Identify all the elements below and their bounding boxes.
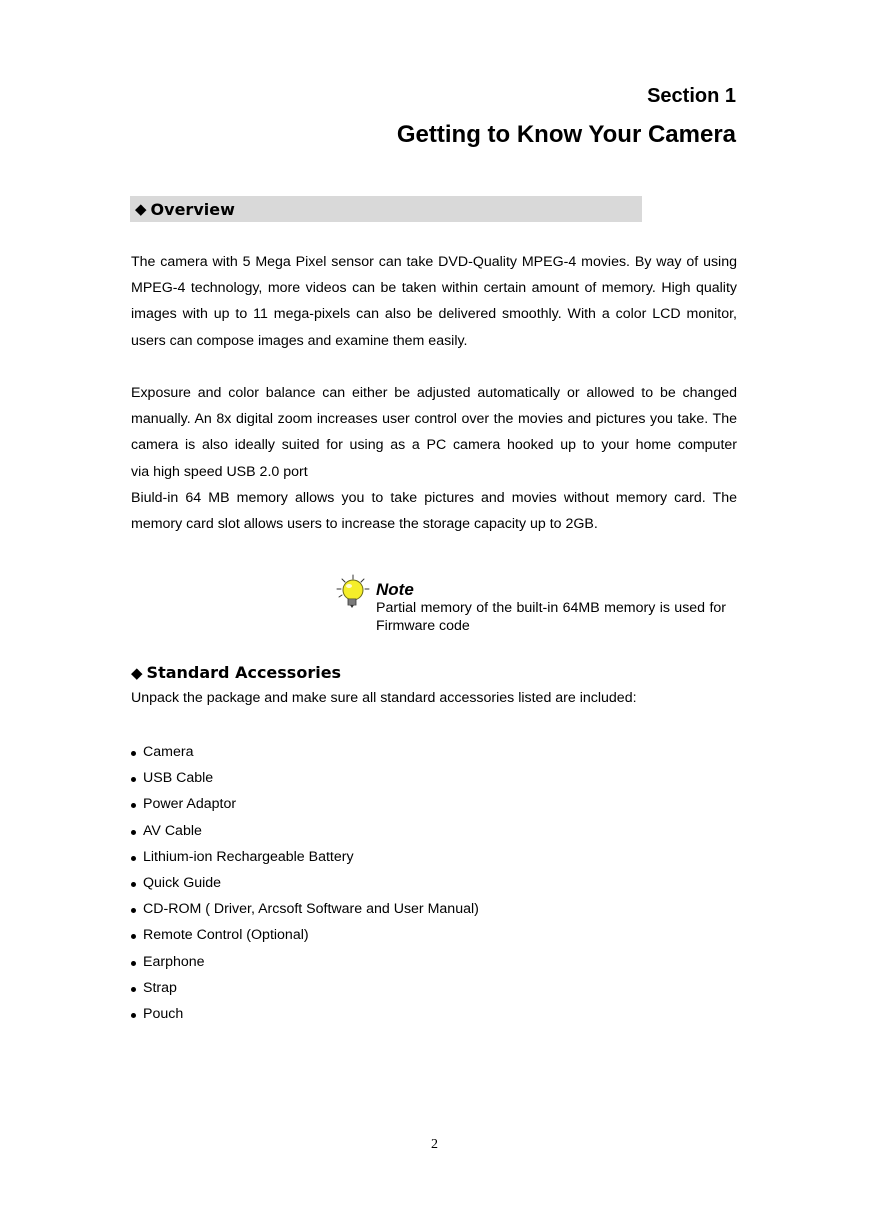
overview-paragraph-1-last: users can compose images and examine them easily. [131,332,468,349]
list-item: Quick Guide [131,870,479,896]
accessories-heading-text: Standard Accessories [146,663,342,682]
note-callout [336,574,736,640]
bullet-dot-icon [131,856,136,861]
bullet-dot-icon [131,803,136,808]
list-item: AV Cable [131,818,479,844]
list-item: CD-ROM ( Driver, Arcsoft Software and User Manual) [131,896,479,922]
bullet-dot-icon [131,987,136,992]
overview-heading [130,196,642,222]
overview-paragraph-2-text: Exposure and color balance can either be adjusted automatically or allowed to be changed manually. An 8x digital zoom increases user control over the movies and pictures you take. The camera is also ideally suited for using as a PC camera hooked up to your home computer [131,385,737,454]
bullet-dot-icon [131,1013,136,1018]
bullet-dot-icon [131,882,136,887]
overview-paragraph-1 [131,249,737,354]
bullet-dot-icon [131,961,136,966]
lightbulb-icon [336,574,372,610]
overview-paragraph-3 [131,485,737,537]
overview-paragraph-3-text: Biuld-in 64 MB memory allows you to take pictures and movies without memory card. The [131,490,737,506]
accessories-intro: Unpack the package and make sure all standard accessories listed are included: [131,690,637,706]
bullet-dot-icon [131,934,136,939]
bullet-dot-icon [131,830,136,835]
page-title: Getting to Know Your Camera [396,121,736,148]
list-item: Power Adaptor [131,791,479,817]
overview-paragraph-1-text: The camera with 5 Mega Pixel sensor can take DVD-Quality MPEG-4 movies. By way of using MPEG-4 technology, more videos can be taken within certain amount of memory. High quality images with up to 11 mega-pixels can also be delivered smoothly. With a color LCD monitor, [131,254,737,323]
diamond-bullet-icon: ◆ [135,199,147,218]
overview-paragraph-2-last: via high speed USB 2.0 port [131,463,308,480]
bullet-dot-icon [131,777,136,782]
list-item: Strap [131,975,479,1001]
list-item: Camera [131,739,479,765]
list-item: Earphone [131,949,479,975]
diamond-bullet-icon: ◆ [131,663,143,682]
accessories-heading [131,662,341,684]
overview-paragraph-2 [131,380,737,485]
list-item: Pouch [131,1001,479,1027]
overview-heading-text: Overview [150,199,235,219]
section-label: Section 1 [647,85,736,107]
note-title: Note [376,580,414,599]
accessories-list [131,739,479,1027]
list-item: USB Cable [131,765,479,791]
bullet-dot-icon [131,751,136,756]
list-item: Lithium-ion Rechargeable Battery [131,844,479,870]
note-text: Partial memory of the built-in 64MB memory is used for Firmware code [376,600,726,634]
bullet-dot-icon [131,908,136,913]
page-number: 2 [431,1137,438,1152]
list-item: Remote Control (Optional) [131,922,479,948]
overview-paragraph-3-last: memory card slot allows users to increase the storage capacity up to 2GB. [131,516,598,533]
